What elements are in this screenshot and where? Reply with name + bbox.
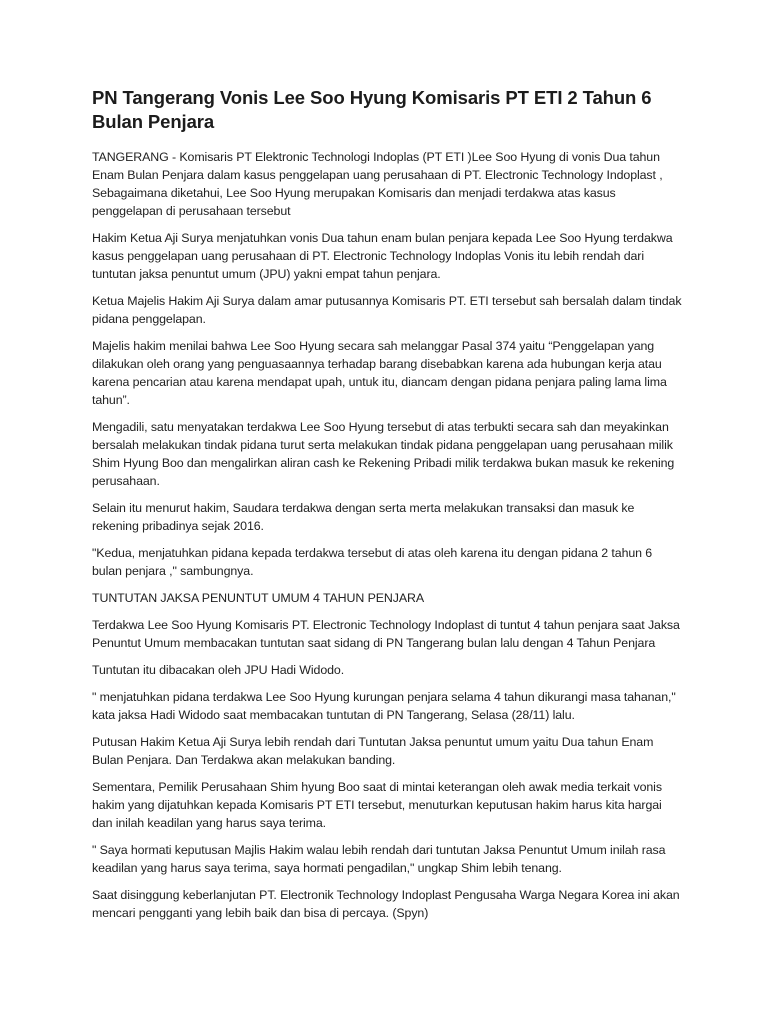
paragraph-1: TANGERANG - Komisaris PT Elektronic Technologi Indoplas (PT ETI )Lee Soo Hyung di vonis Dua tahun Enam Bulan Penjara dalam kasus penggelapan uang perusahaan di PT. Electronic Technology Indoplast , Sebagaimana diketahui, Lee Soo Hyung merupakan Komisaris dan menjadi terdakwa atas kasus penggelapan di perusahaan tersebut	[92, 150, 663, 218]
paragraph-10: Tuntutan itu dibacakan oleh JPU Hadi Widodo.	[92, 663, 345, 677]
paragraph-7: "Kedua, menjatuhkan pidana kepada terdakwa tersebut di atas oleh karena itu dengan pidana 2 tahun 6 bulan penjara ," sambungnya.	[92, 546, 653, 578]
paragraph-9: Terdakwa Lee Soo Hyung Komisaris PT. Electronic Technology Indoplast di tuntut 4 tahun penjara saat Jaksa Penuntut Umum membacakan tuntutan saat sidang di PN Tangerang bulan lalu dengan 4 Tahun Penjara	[92, 618, 680, 650]
paragraph-4: Majelis hakim menilai bahwa Lee Soo Hyung secara sah melanggar Pasal 374 yaitu “Penggelapan yang dilakukan oleh orang yang penguasaannya terhadap barang disebabkan karena ada hubungan kerja atau karena pencarian atau karena mendapat upah, untuk itu, diancam dengan pidana penjara paling lama lima tahun”.	[92, 339, 667, 407]
paragraph-11: " menjatuhkan pidana terdakwa Lee Soo Hyung kurungan penjara selama 4 tahun dikurangi masa tahanan," kata jaksa Hadi Widodo saat membacakan tuntutan di PN Tangerang, Selasa (28/11) lalu.	[92, 690, 676, 722]
paragraph-2: Hakim Ketua Aji Surya menjatuhkan vonis Dua tahun enam bulan penjara kepada Lee Soo Hyung terdakwa kasus penggelapan uang perusahaan di PT. Electronic Technology Indoplas Vonis itu lebih rendah dari tuntutan jaksa penuntut umum (JPU) yakni empat tahun penjara.	[92, 231, 673, 281]
paragraph-12: Putusan Hakim Ketua Aji Surya lebih rendah dari Tuntutan Jaksa penuntut umum yaitu Dua tahun Enam Bulan Penjara. Dan Terdakwa akan melakukan banding.	[92, 735, 654, 767]
paragraph-5: Mengadili, satu menyatakan terdakwa Lee Soo Hyung tersebut di atas terbukti secara sah dan meyakinkan bersalah melakukan tindak pidana turut serta melakukan tindak pidana penggelapan uang perusahaan milik Shim Hyung Boo dan mengalirkan aliran cash ke Rekening Pribadi milik terdakwa bukan masuk ke rekening perusahaan.	[92, 420, 675, 488]
paragraph-3: Ketua Majelis Hakim Aji Surya dalam amar putusannya Komisaris PT. ETI tersebut sah bersalah dalam tindak pidana penggelapan.	[92, 294, 682, 326]
article-title: PN Tangerang Vonis Lee Soo Hyung Komisaris PT ETI 2 Tahun 6 Bulan Penjara	[92, 87, 652, 132]
paragraph-13: Sementara, Pemilik Perusahaan Shim hyung Boo saat di mintai keterangan oleh awak media terkait vonis hakim yang dijatuhkan kepada Komisaris PT ETI tersebut, menuturkan keputusan hakim harus kita hargai dan inilah keadilan yang harus saya terima.	[92, 780, 662, 830]
paragraph-14: " Saya hormati keputusan Majlis Hakim walau lebih rendah dari tuntutan Jaksa Penuntut Umum inilah rasa keadilan yang harus saya terima, saya hormati pengadilan," ungkap Shim lebih tenang.	[92, 843, 666, 875]
document-page	[92, 86, 682, 931]
paragraph-6: Selain itu menurut hakim, Saudara terdakwa dengan serta merta melakukan transaksi dan masuk ke rekening pribadinya sejak 2016.	[92, 501, 635, 533]
section-heading: TUNTUTAN JAKSA PENUNTUT UMUM 4 TAHUN PENJARA	[92, 591, 425, 605]
paragraph-15: Saat disinggung keberlanjutan PT. Electronik Technology Indoplast Pengusaha Warga Negara Korea ini akan mencari pengganti yang lebih baik dan bisa di percaya. (Spyn)	[92, 888, 680, 920]
